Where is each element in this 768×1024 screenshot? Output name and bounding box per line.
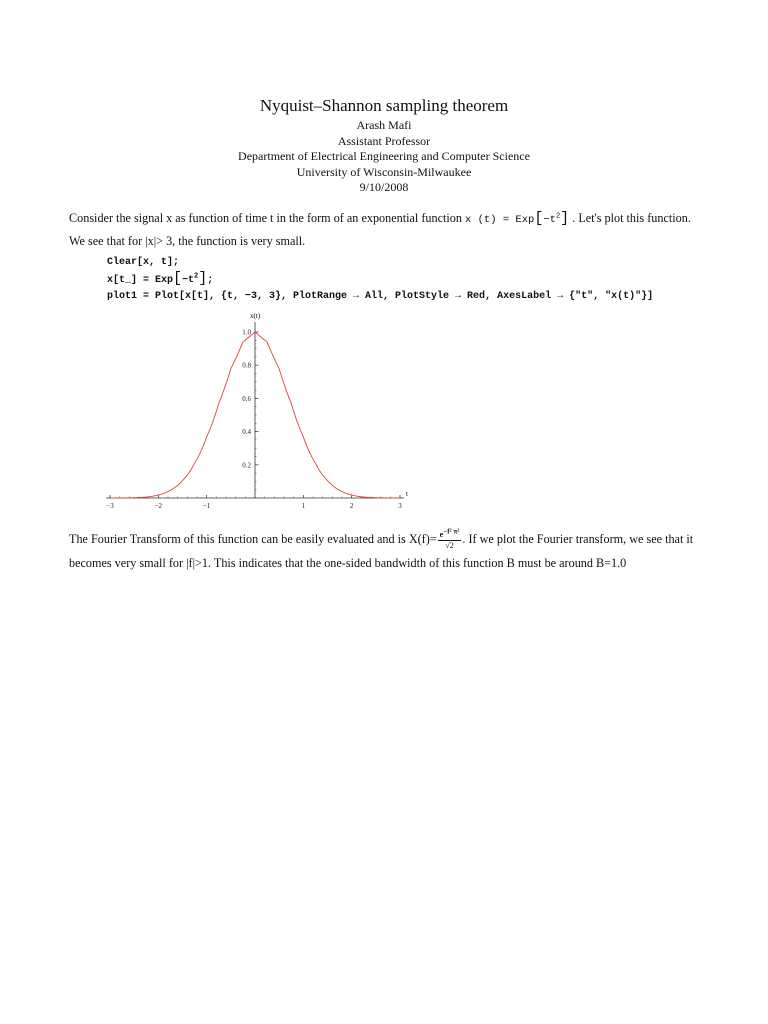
y-tick-label: 0.4 <box>242 428 251 437</box>
code-line-2 <box>107 271 653 289</box>
gaussian-plot <box>100 308 410 518</box>
code-line-3: plot1 = Plot[x[t], {t, −3, 3}, PlotRange → All, PlotStyle → Red, AxesLabel → {"t", "x(t)"}] <box>107 291 654 302</box>
intro-paragraph <box>69 208 709 252</box>
author-position: Assistant Professor <box>337 133 431 148</box>
fourier-text-after: . If we plot the Fourier transform, we see that it <box>462 532 694 546</box>
code-open-bracket: [ <box>173 270 183 287</box>
document-header <box>0 96 768 196</box>
code-line-2-lhs: x[t_] = Exp <box>107 275 174 286</box>
x-tick-label: −2 <box>154 502 163 510</box>
x-axis-label: t <box>406 490 408 498</box>
fraction-numerator <box>438 527 462 541</box>
intro-text: Consider the signal x as function of time t in the form of an exponential function <box>69 211 466 225</box>
inline-formula <box>465 210 570 227</box>
code-block <box>107 255 653 305</box>
fourier-fraction <box>438 527 462 551</box>
fraction-exponent: −f² π² <box>443 527 460 536</box>
y-axis-label: x(t) <box>249 312 261 320</box>
code-exponent: 2 <box>194 272 199 281</box>
x-tick-label: −1 <box>202 502 211 510</box>
intro-text-after: . Let's plot this function. <box>569 211 691 225</box>
y-tick-label: 0.2 <box>242 461 251 470</box>
y-tick-label: 1.0 <box>242 328 251 337</box>
fourier-text: The Fourier Transform of this function can be easily evaluated and is X(f)= <box>69 532 437 546</box>
fraction-base: e <box>439 529 444 539</box>
formula-arg: −t <box>543 214 556 226</box>
department: Department of Electrical Engineering and Computer Science <box>238 149 530 163</box>
x-tick-label: 1 <box>301 502 306 510</box>
code-semicolon: ; <box>207 275 214 286</box>
fourier-line2: becomes very small for |f|>1. This indicates that the one-sided bandwidth of this function B must be around B=1.0 <box>69 556 627 570</box>
fourier-paragraph <box>69 527 709 575</box>
document-date: 9/10/2008 <box>359 180 409 194</box>
code-arg: −t <box>182 275 195 286</box>
document-title: Nyquist–Shannon sampling theorem <box>259 96 509 115</box>
intro-line2: We see that for |x|> 3, the function is very small. <box>69 234 306 248</box>
formula-close-bracket: ] <box>560 210 570 227</box>
y-tick-label: 0.8 <box>242 361 251 370</box>
author-name: Arash Mafi <box>356 118 412 132</box>
fraction-denominator: √2 <box>445 540 454 550</box>
code-line-1: Clear[x, t]; <box>107 257 180 268</box>
x-tick-label: 2 <box>349 502 354 510</box>
formula-lhs: x (t) = Exp <box>465 214 535 226</box>
x-tick-label: 3 <box>398 502 402 510</box>
plot-ticks <box>106 329 402 511</box>
x-tick-label: −3 <box>106 502 114 510</box>
university: University of Wisconsin-Milwaukee <box>296 164 472 179</box>
code-close-bracket: ] <box>198 270 208 287</box>
formula-open-bracket: [ <box>534 210 544 227</box>
formula-exponent: 2 <box>555 212 561 221</box>
y-tick-label: 0.6 <box>242 394 251 403</box>
